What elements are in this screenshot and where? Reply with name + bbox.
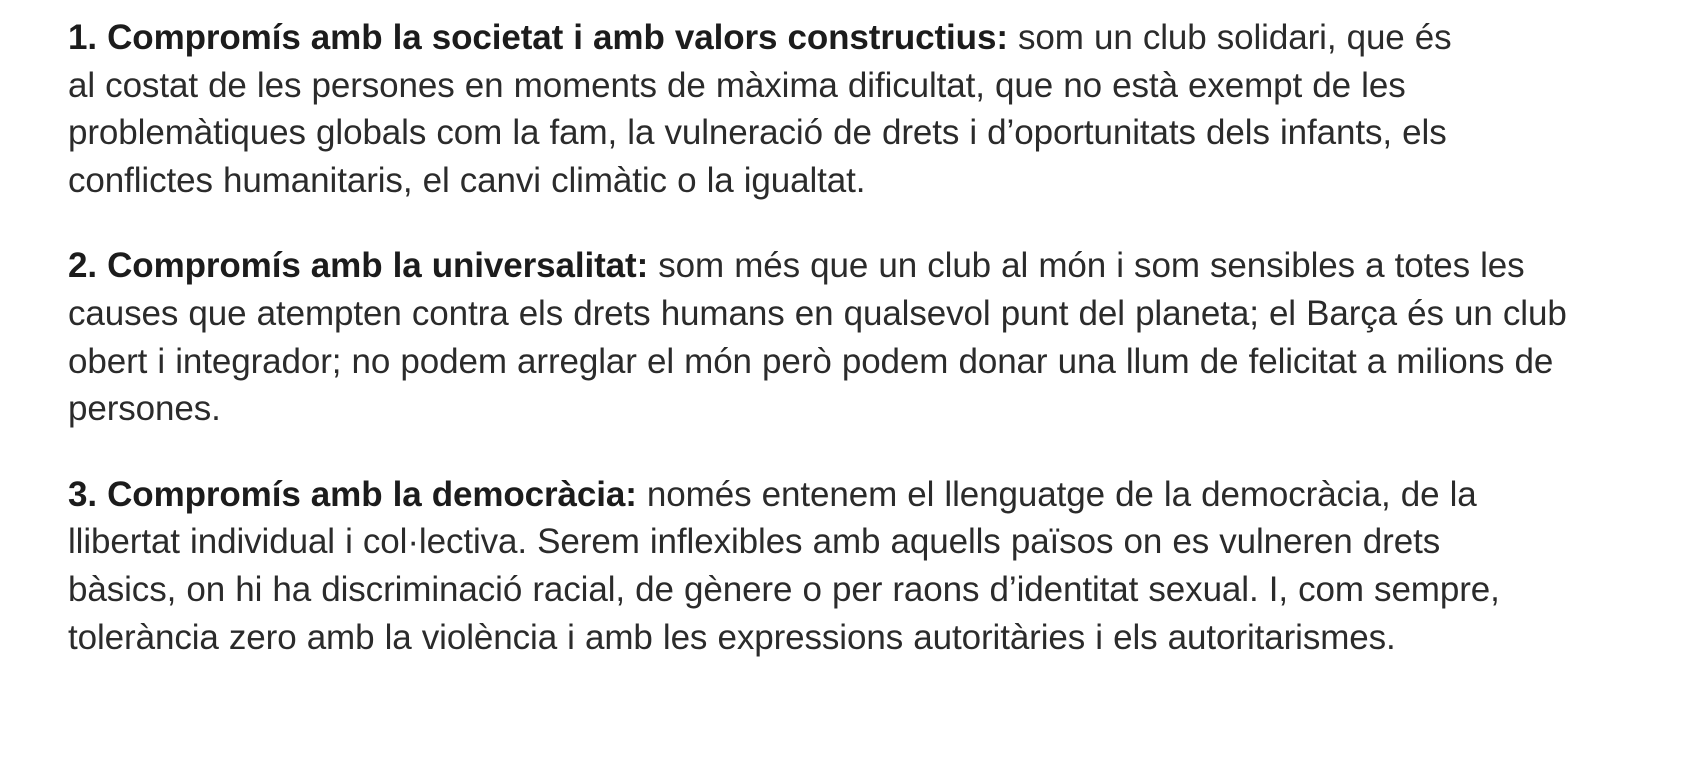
paragraph-1 — [68, 14, 1488, 204]
paragraph-2-lead: 2. Compromís amb la universalitat: — [68, 246, 649, 286]
paragraph-3 — [68, 471, 1548, 661]
paragraph-2-body: som més que un club al món i som sensibles a totes les causes que atempten contra els drets humans en qualsevol punt del planeta; el Barça és un club obert i integrador; no podem arreglar el món però podem donar una llum de felicitat a milions de persones. — [68, 246, 1567, 429]
paragraph-1-lead: 1. Compromís amb la societat i amb valors constructius: — [68, 18, 1008, 57]
paragraph-3-body: només entenem el llenguatge de la democràcia, de la llibertat individual i col·lectiva. Serem inflexibles amb aquells països on es vulneren drets bàsics, on hi ha discriminació racial, de gènere o per raons d’identitat sexual. I, com sempre, tolerància zero amb la violència i amb les expressions autoritàries i els autoritarismes. — [68, 474, 1500, 657]
paragraph-1-body: som un club solidari, que és al costat de les persones en moments de màxima dificultat, que no està exempt de les problemàtiques globals com la fam, la vulneració de drets i d’oportunitats dels infants, els conflictes humanitaris, el canvi climàtic o la igualtat. — [68, 18, 1452, 200]
paragraph-2 — [68, 242, 1568, 432]
paragraph-3-lead: 3. Compromís amb la democràcia: — [68, 474, 637, 514]
